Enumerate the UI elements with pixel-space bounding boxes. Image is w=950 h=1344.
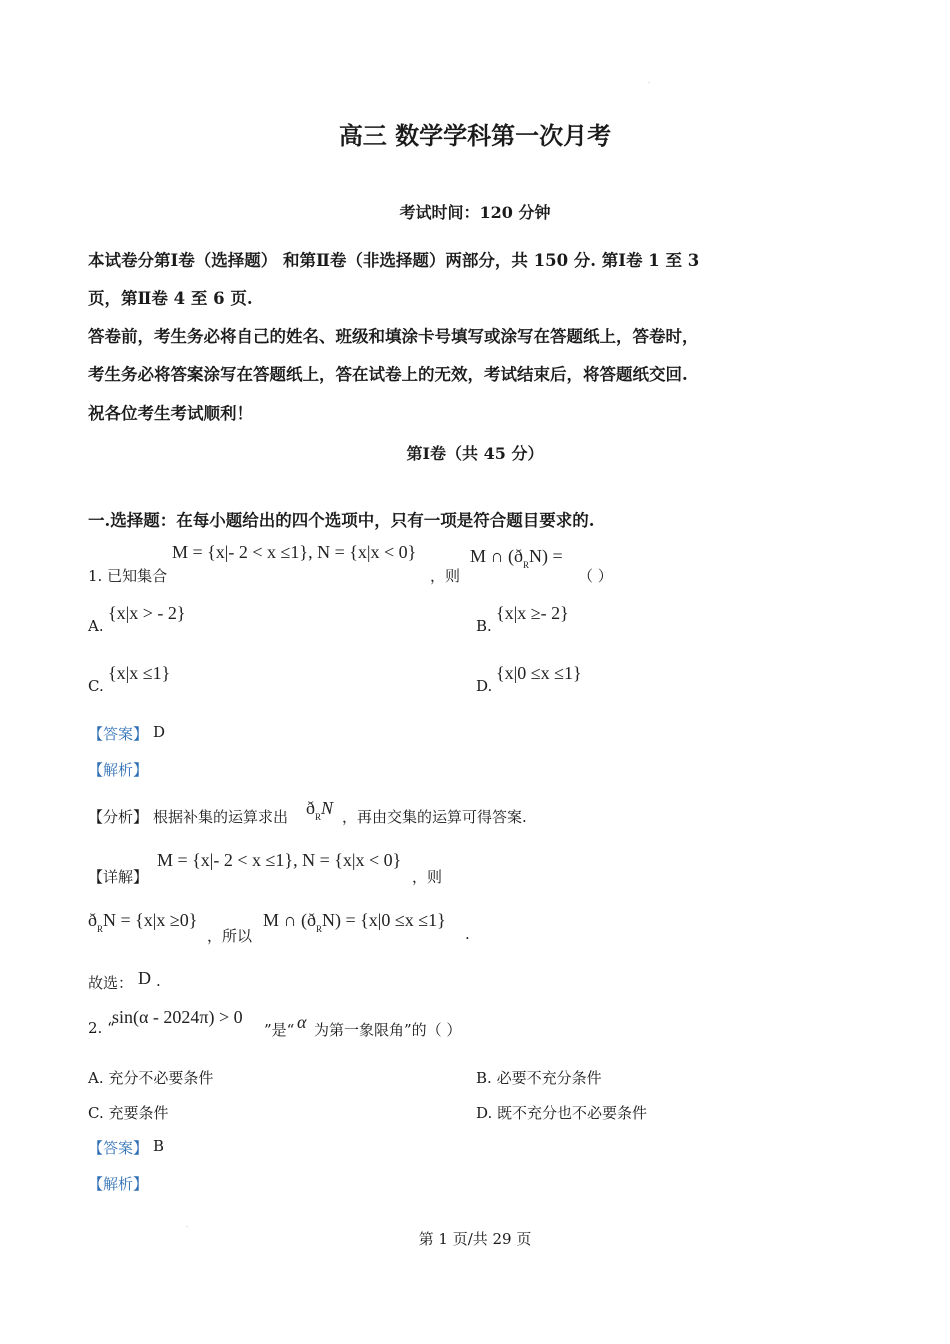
q1-expression: M ∩ $(ð_RN)$ = <box>470 546 563 570</box>
q1-xiangjie-tag: 【详解】 <box>88 868 149 886</box>
q1-xiangjie-math: M = {x|- 2 < x ≤1}, N = {x|x < 0} <box>157 850 402 870</box>
q2-mid: ”是“ <box>264 1021 295 1039</box>
instruction-line-1: 本试卷分第Ⅰ卷（选择题） 和第Ⅱ卷（非选择题）两部分，共 150 分. 第Ⅰ卷 1 至 3 <box>88 251 700 270</box>
q1-option-d-label: D. <box>476 677 493 695</box>
q2-option-b: B. 必要不充分条件 <box>476 1069 602 1087</box>
q1-intersection-result: M ∩ $(ð_RN) = \{x|0 \le x \le 1\}$ <box>263 910 446 934</box>
q1-set-definition: M = {x|- 2 < x ≤1}, N = {x|x < 0} <box>172 542 417 562</box>
q2-option-a: A. 充分不必要条件 <box>88 1069 214 1087</box>
part1-heading: 第Ⅰ卷（共 45 分） <box>406 444 544 463</box>
q1-fenxi-text-1: 根据补集的运算求出 <box>153 808 289 826</box>
q2-option-c: C. 充要条件 <box>88 1104 169 1122</box>
q1-paren: （ ） <box>578 567 613 585</box>
q1-complement-result: $ð_RN = \{x|x \ge 0\}$ <box>88 910 198 934</box>
q1-fenxi-tag: 【分析】 <box>88 808 149 826</box>
q1-analysis-tag: 【解析】 <box>88 761 149 779</box>
q1-suoyi-text: ，所以 <box>207 927 253 945</box>
q2-prefix: 2. “ <box>88 1019 115 1037</box>
q1-conclusion: 故选： <box>88 974 134 992</box>
q1-option-d: {x|0 ≤x ≤1} <box>496 663 582 683</box>
q1-answer-tag: 【答案】 <box>88 725 149 743</box>
q1-prefix: 1. 已知集合 <box>88 567 168 585</box>
q1-fenxi-math: $ð_RN$ <box>306 798 334 822</box>
q1-option-b: {x|x ≥- 2} <box>496 603 569 623</box>
q1-fenxi-text-2: ，再由交集的运算可得答案. <box>342 808 527 826</box>
q2-alpha: α <box>297 1012 307 1032</box>
instruction-line-2: 页，第Ⅱ卷 4 至 6 页. <box>88 289 253 308</box>
q1-period: . <box>465 925 470 943</box>
q1-answer: D <box>153 723 166 741</box>
q2-option-d: D. 既不充分也不必要条件 <box>476 1104 648 1122</box>
q1-conclusion-end: . <box>156 972 161 990</box>
page-mark: . <box>648 78 650 85</box>
q1-option-a: {x|x > - 2} <box>108 603 186 623</box>
q2-answer: B <box>153 1137 165 1155</box>
q1-option-a-label: A. <box>88 617 104 635</box>
q1-conclusion-answer: D <box>138 968 151 988</box>
q2-answer-tag: 【答案】 <box>88 1139 149 1157</box>
q1-xiangjie-tail: ，则 <box>412 868 443 886</box>
q2-math: sin(α - 2024π) > 0 <box>112 1007 243 1027</box>
instruction-line-5: 祝各位考生考试顺利！ <box>88 404 253 423</box>
q1-option-c: {x|x ≤1} <box>108 663 171 683</box>
q2-analysis-tag: 【解析】 <box>88 1175 149 1193</box>
instruction-line-3: 答卷前，考生务必将自己的姓名、班级和填涂卡号填写或涂写在答题纸上，答卷时， <box>88 327 699 346</box>
q1-mid-text: ，则 <box>430 567 461 585</box>
page-title: 高三 数学学科第一次月考 <box>338 121 612 150</box>
footer-mark: . <box>186 1222 188 1229</box>
exam-time: 考试时间：120 分钟 <box>399 203 551 222</box>
page-number: 第 1 页/共 29 页 <box>418 1230 532 1248</box>
q1-option-c-label: C. <box>88 677 104 695</box>
q1-option-b-label: B. <box>476 617 492 635</box>
instruction-line-4: 考生务必将答案涂写在答题纸上，答在试卷上的无效，考试结束后，将答题纸交回. <box>88 365 688 384</box>
q2-tail: 为第一象限角”的（ ） <box>314 1021 462 1039</box>
section1-heading: 一.选择题：在每小题给出的四个选项中，只有一项是符合题目要求的. <box>88 511 595 530</box>
